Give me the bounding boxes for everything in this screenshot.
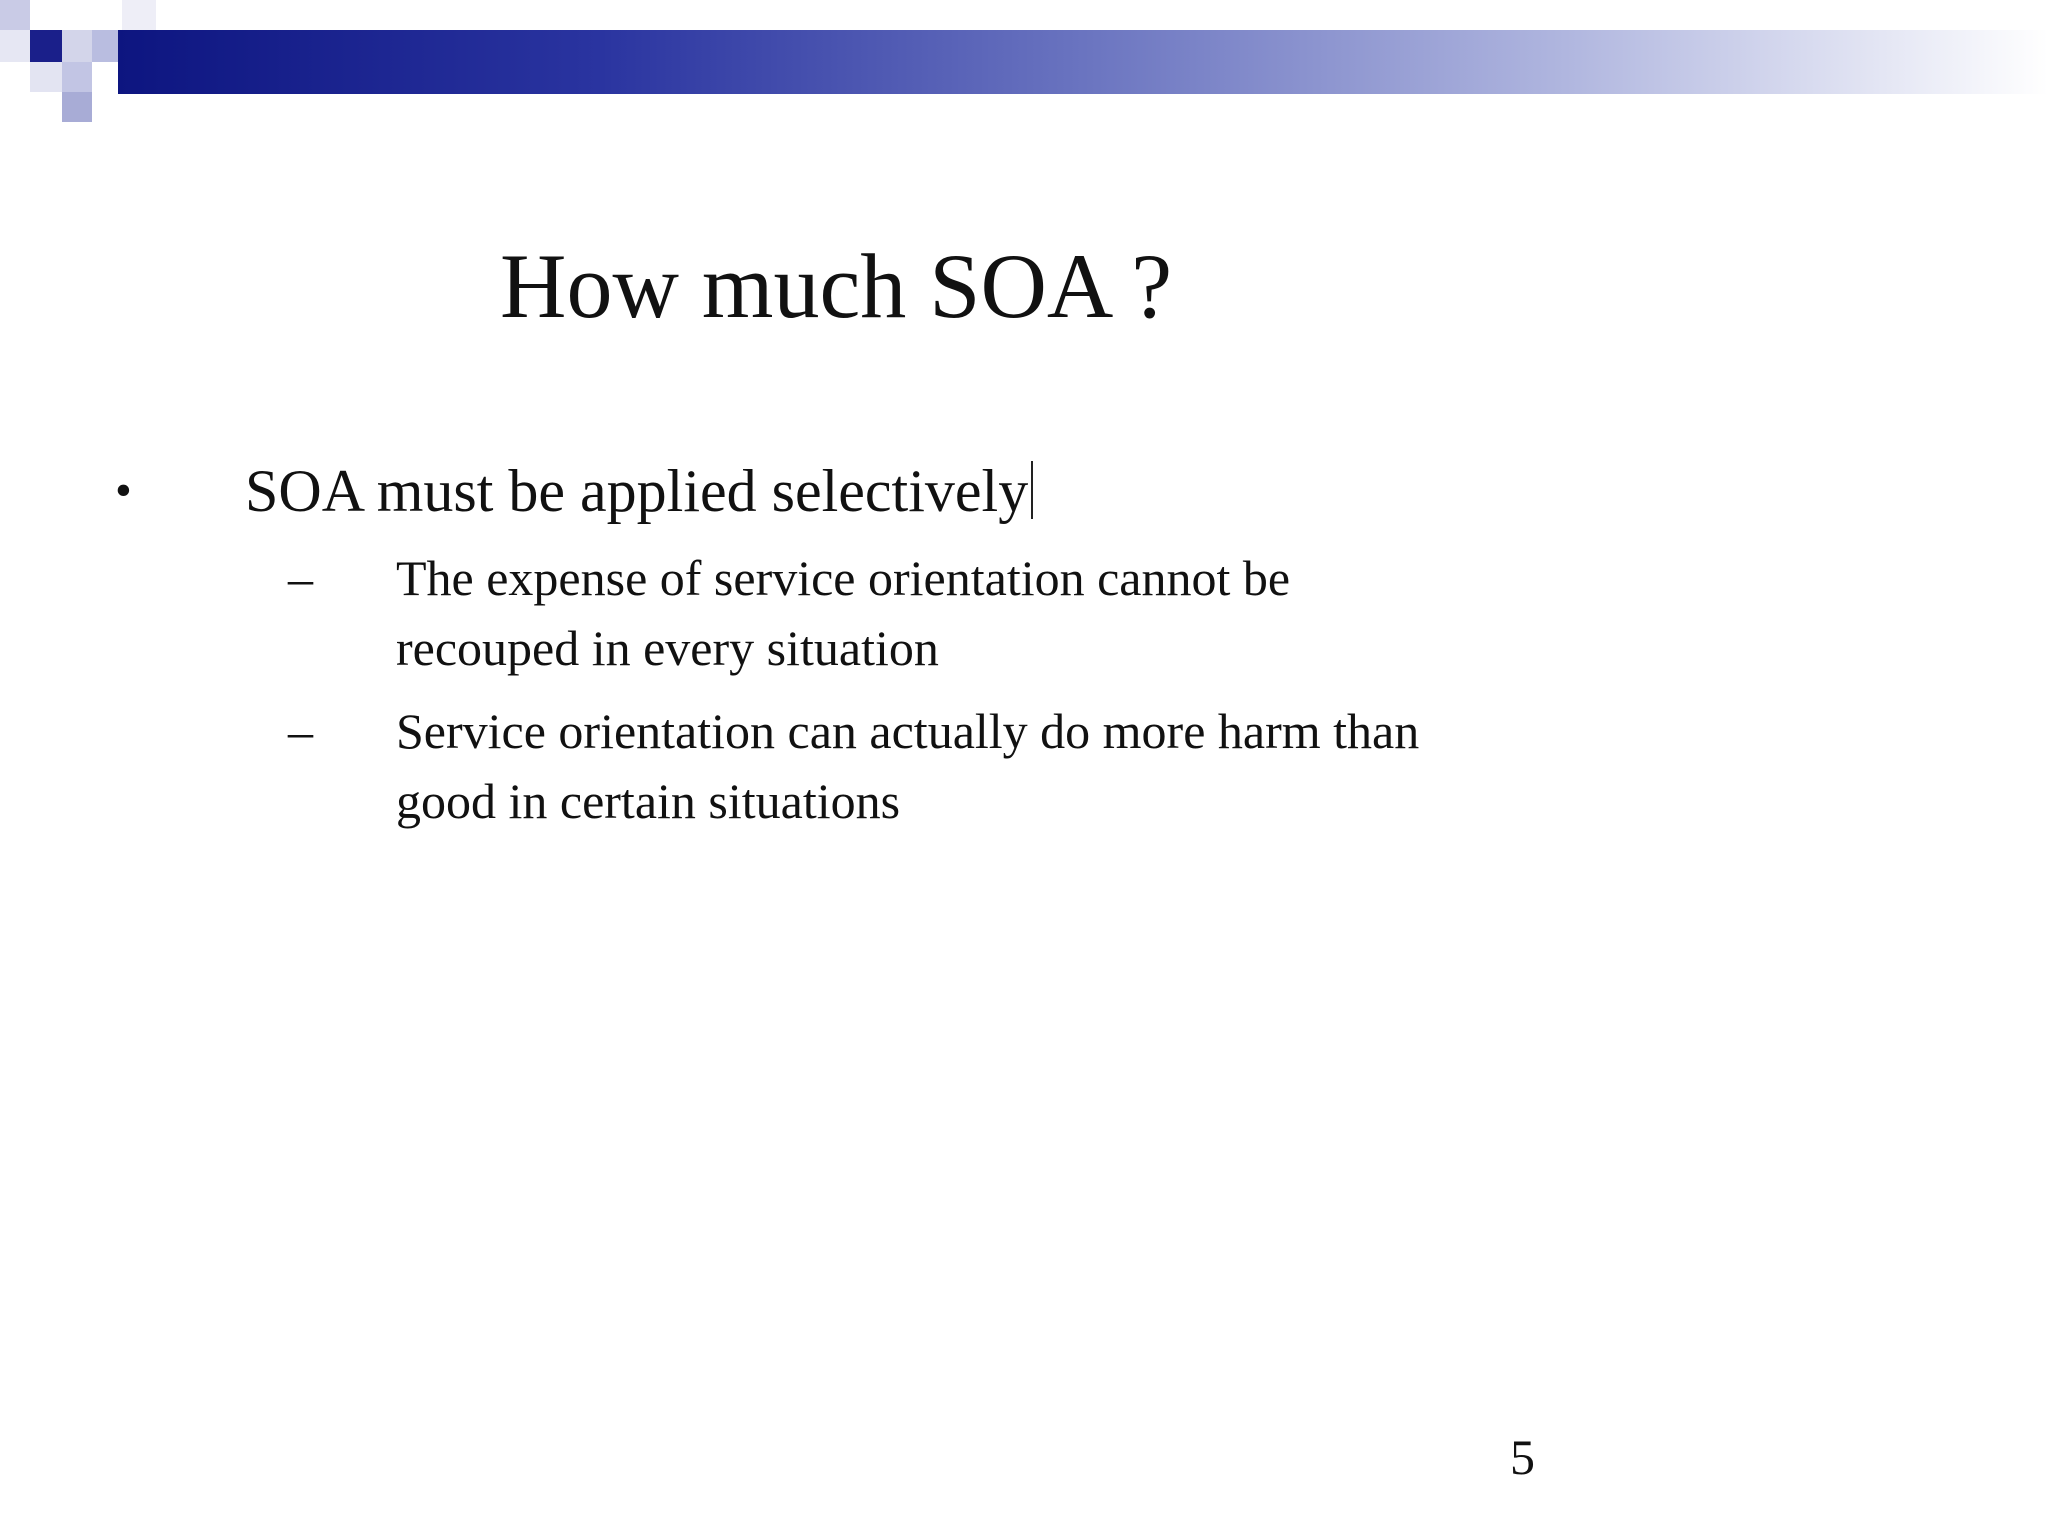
decor-square xyxy=(62,92,92,122)
decor-square xyxy=(0,30,30,62)
sub-bullet-line: good in certain situations xyxy=(396,773,901,829)
slide-title: How much SOA ? xyxy=(500,235,1173,337)
text-cursor xyxy=(1031,461,1033,519)
page-number: 5 xyxy=(1510,1429,1535,1485)
decor-square xyxy=(122,0,156,30)
header-banner xyxy=(118,30,2048,94)
sub-bullet-line: Service orientation can actually do more harm than xyxy=(396,703,1420,759)
sub-bullet-marker: – xyxy=(288,550,313,606)
decor-square xyxy=(30,62,62,92)
sub-bullet-text xyxy=(396,543,1696,683)
decor-square xyxy=(62,62,92,92)
sub-bullet-line: recouped in every situation xyxy=(396,620,939,676)
bullet-marker: • xyxy=(115,464,132,517)
decor-square xyxy=(92,62,118,92)
decor-square xyxy=(30,30,62,62)
bullet-text: SOA must be applied selectively xyxy=(245,458,1029,524)
sub-bullet-line: The expense of service orientation cannot be xyxy=(396,550,1291,606)
decor-square xyxy=(62,30,92,62)
decor-square xyxy=(0,0,30,30)
sub-bullet-marker: – xyxy=(288,703,313,759)
bullet-text-container[interactable] xyxy=(245,455,1033,527)
sub-bullet-text xyxy=(396,696,1696,836)
decor-square xyxy=(92,30,118,62)
